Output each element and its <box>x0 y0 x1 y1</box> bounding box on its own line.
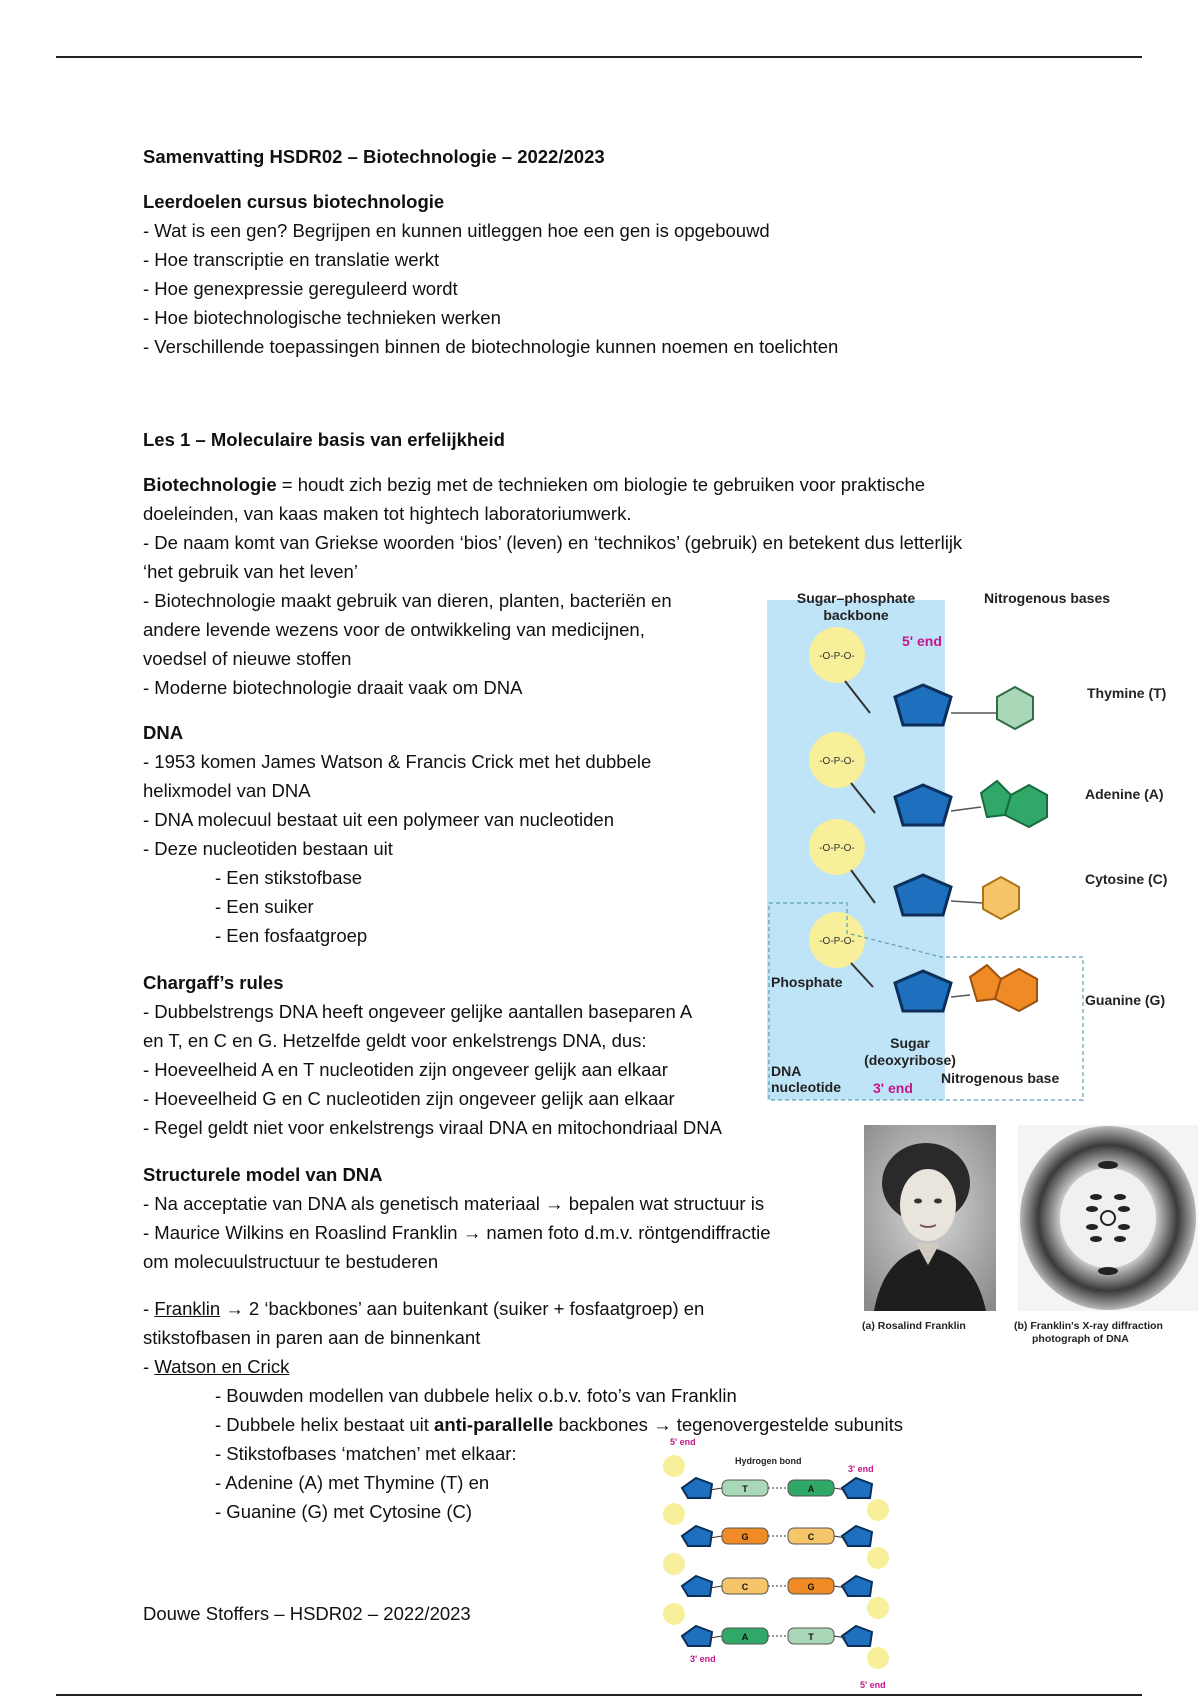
rosalind-franklin-photo <box>864 1125 996 1311</box>
fig3-base-letter: A <box>807 1484 815 1494</box>
chargaff-line: - Regel geldt niet voor enkelstrengs viraal DNA en mitochondriaal DNA <box>143 1117 722 1138</box>
dna-subitem: - Een fosfaatgroep <box>215 925 368 946</box>
fig3-sugar <box>682 1626 712 1646</box>
fig3-base-letter: A <box>741 1632 749 1642</box>
fig3-phosphate <box>867 1499 889 1521</box>
fig3-base-letter: T <box>808 1632 814 1642</box>
guanine-ring-b <box>995 969 1037 1011</box>
glycosidic-bond <box>951 713 997 997</box>
dna-label: DNA <box>771 1063 802 1079</box>
page-title: Samenvatting HSDR02 – Biotechnologie – 2022/2023 <box>143 146 605 167</box>
base-pairing-figure <box>660 1436 900 1694</box>
goal-item: - Hoe biotechnologische technieken werken <box>143 307 501 328</box>
sugar-label: Sugar <box>890 1035 930 1051</box>
fig3-sugar <box>842 1576 872 1596</box>
franklin-line: - Franklin → 2 ‘backbones’ aan buitenkant (suiker + fosfaatgroep) en <box>143 1298 705 1319</box>
fig3-base-letter: G <box>741 1532 749 1542</box>
caption-xray-line1: (b) Franklin's X-ray diffraction <box>1014 1320 1163 1332</box>
les1-line: ‘het gebruik van het leven’ <box>143 561 358 582</box>
dna-heading: DNA <box>143 722 184 743</box>
chargaff-line: en T, en C en G. Hetzelfde geldt voor enkelstrengs DNA, dus: <box>143 1030 647 1051</box>
fig3-phosphate <box>867 1547 889 1569</box>
xray-diffraction-photo <box>1018 1125 1198 1311</box>
phosphate-atom-label: -O-P-O- <box>819 843 855 854</box>
cytosine-label: Cytosine (C) <box>1085 871 1168 887</box>
phosphate-atom-label: -O-P-O- <box>819 936 855 947</box>
dna-line: helixmodel van DNA <box>143 780 311 801</box>
sub2-bold: anti-parallelle <box>434 1414 554 1435</box>
les1-line: doeleinden, van kaas maken tot hightech laboratoriumwerk. <box>143 503 632 524</box>
deoxyribose-label: (deoxyribose) <box>864 1052 956 1068</box>
les1-line: - Biotechnologie maakt gebruik van dieren, planten, bacteriën en <box>143 590 672 611</box>
fig3-three-end-bottom: 3' end <box>690 1654 716 1664</box>
biotech-def-text: = houdt zich bezig met de technieken om biologie te gebruiken voor praktische <box>276 474 926 495</box>
fig3-sugar <box>842 1626 872 1646</box>
fig3-base-letter: T <box>742 1484 748 1494</box>
fig3-phosphate <box>867 1597 889 1619</box>
bottom-rule <box>56 1694 1142 1696</box>
base-pair-rows <box>663 1455 889 1669</box>
dna-subitem: - Een stikstofbase <box>215 867 363 888</box>
fig3-hbond-label: Hydrogen bond <box>735 1456 802 1466</box>
structure-subitem <box>215 1410 903 1439</box>
structure-line: - Na acceptatie van DNA als genetisch materiaal → bepalen wat structuur is <box>143 1193 765 1214</box>
structure-heading: Structurele model van DNA <box>143 1164 383 1185</box>
nitrogenous-base-label: Nitrogenous base <box>941 1070 1060 1086</box>
dna-nucleotide-figure <box>765 585 1185 1115</box>
fig3-base-letter: C <box>741 1582 749 1592</box>
fig3-sugar <box>842 1478 872 1498</box>
sub2-c: backbones → tegenovergestelde subunits <box>553 1414 903 1435</box>
thymine-label: Thymine (T) <box>1087 685 1167 701</box>
structure-subitem: - Stikstofbases ‘matchen’ met elkaar: <box>215 1443 517 1464</box>
fig3-base-letter: C <box>807 1532 815 1542</box>
caption-franklin: (a) Rosalind Franklin <box>862 1320 966 1332</box>
dna-line: - DNA molecuul bestaat uit een polymeer van nucleotiden <box>143 809 614 830</box>
phosphate-atom-label: -O-P-O- <box>819 651 855 662</box>
top-rule <box>56 56 1142 58</box>
adenine-ring-b <box>1005 785 1047 827</box>
caption-xray-line2: photograph of DNA <box>1032 1333 1129 1345</box>
dna-line: - Deze nucleotiden bestaan uit <box>143 838 393 859</box>
watson-crick-name: Watson en Crick <box>154 1356 290 1377</box>
chargaff-line: - Hoeveelheid G en C nucleotiden zijn ongeveer gelijk aan elkaar <box>143 1088 675 1109</box>
adenine-label: Adenine (A) <box>1085 786 1164 802</box>
phosphate-label: Phosphate <box>771 974 843 990</box>
fig3-three-end-top: 3' end <box>848 1464 874 1474</box>
goal-item: - Hoe transcriptie en translatie werkt <box>143 249 440 270</box>
structure-subitem: - Bouwden modellen van dubbele helix o.b.v. foto’s van Franklin <box>215 1385 737 1406</box>
biotech-definition <box>143 470 925 499</box>
cytosine-ring <box>983 877 1019 919</box>
les1-line: andere levende wezens voor de ontwikkeling van medicijnen, <box>143 619 645 640</box>
structure-line: - Maurice Wilkins en Roaslind Franklin → namen foto d.m.v. röntgendiffractie <box>143 1222 771 1243</box>
fig3-five-end-bottom: 5' end <box>860 1680 886 1690</box>
fig3-base-letter: G <box>807 1582 815 1592</box>
five-end-label: 5' end <box>902 633 942 649</box>
biotech-term: Biotechnologie <box>143 474 277 495</box>
goal-item: - Verschillende toepassingen binnen de biotechnologie kunnen noemen en toelichten <box>143 336 839 357</box>
guanine-label: Guanine (G) <box>1085 992 1166 1008</box>
franklin-rest: → 2 ‘backbones’ aan buitenkant (suiker + fosfaatgroep) en <box>220 1298 705 1319</box>
fig3-sugar <box>682 1478 712 1498</box>
structure-line: om molecuulstructuur te bestuderen <box>143 1251 439 1272</box>
fig3-five-end-top: 5' end <box>670 1437 696 1447</box>
nucleotide-label: nucleotide <box>771 1079 842 1095</box>
chargaff-heading: Chargaff’s rules <box>143 972 284 993</box>
phosphate-atom-label: -O-P-O- <box>819 756 855 767</box>
three-end-label: 3' end <box>873 1080 913 1096</box>
franklin-name: Franklin <box>154 1298 221 1319</box>
chargaff-line: - Hoeveelheid A en T nucleotiden zijn ongeveer gelijk aan elkaar <box>143 1059 668 1080</box>
fig3-sugar <box>682 1526 712 1546</box>
backbone-label-line1: Sugar–phosphate <box>796 590 916 606</box>
fig3-sugar <box>682 1576 712 1596</box>
dna-line: - 1953 komen James Watson & Francis Crick met het dubbele <box>143 751 652 772</box>
fig3-sugar <box>842 1526 872 1546</box>
structure-line: stikstofbasen in paren aan de binnenkant <box>143 1327 481 1348</box>
goal-item: - Hoe genexpressie gereguleerd wordt <box>143 278 458 299</box>
fig3-phosphate <box>663 1603 685 1625</box>
sub2-a: - Dubbele helix bestaat uit <box>215 1414 435 1435</box>
chargaff-line: - Dubbelstrengs DNA heeft ongeveer gelijke aantallen baseparen A <box>143 1001 693 1022</box>
footer-text: Douwe Stoffers – HSDR02 – 2022/2023 <box>143 1603 471 1624</box>
fig3-phosphate <box>663 1503 685 1525</box>
les1-line: voedsel of nieuwe stoffen <box>143 648 352 669</box>
les1-line: - Moderne biotechnologie draait vaak om DNA <box>143 677 523 698</box>
watson-crick-line: - Watson en Crick <box>143 1356 290 1377</box>
les1-line: - De naam komt van Griekse woorden ‘bios’ (leven) en ‘technikos’ (gebruik) en betekent dus letterlijk <box>143 532 963 553</box>
backbone-label-line2: backbone <box>823 607 889 623</box>
dna-subitem: - Een suiker <box>215 896 314 917</box>
goal-item: - Wat is een gen? Begrijpen en kunnen uitleggen hoe een gen is opgebouwd <box>143 220 770 241</box>
structure-subitem: - Guanine (G) met Cytosine (C) <box>215 1501 473 1522</box>
thymine-ring <box>997 687 1033 729</box>
bases-label: Nitrogenous bases <box>983 590 1111 606</box>
goals-heading: Leerdoelen cursus biotechnologie <box>143 191 445 212</box>
les1-heading: Les 1 – Moleculaire basis van erfelijkheid <box>143 429 505 450</box>
fig3-phosphate <box>663 1455 685 1477</box>
fig3-phosphate <box>663 1553 685 1575</box>
structure-subitem: - Adenine (A) met Thymine (T) en <box>215 1472 490 1493</box>
fig3-phosphate <box>867 1647 889 1669</box>
